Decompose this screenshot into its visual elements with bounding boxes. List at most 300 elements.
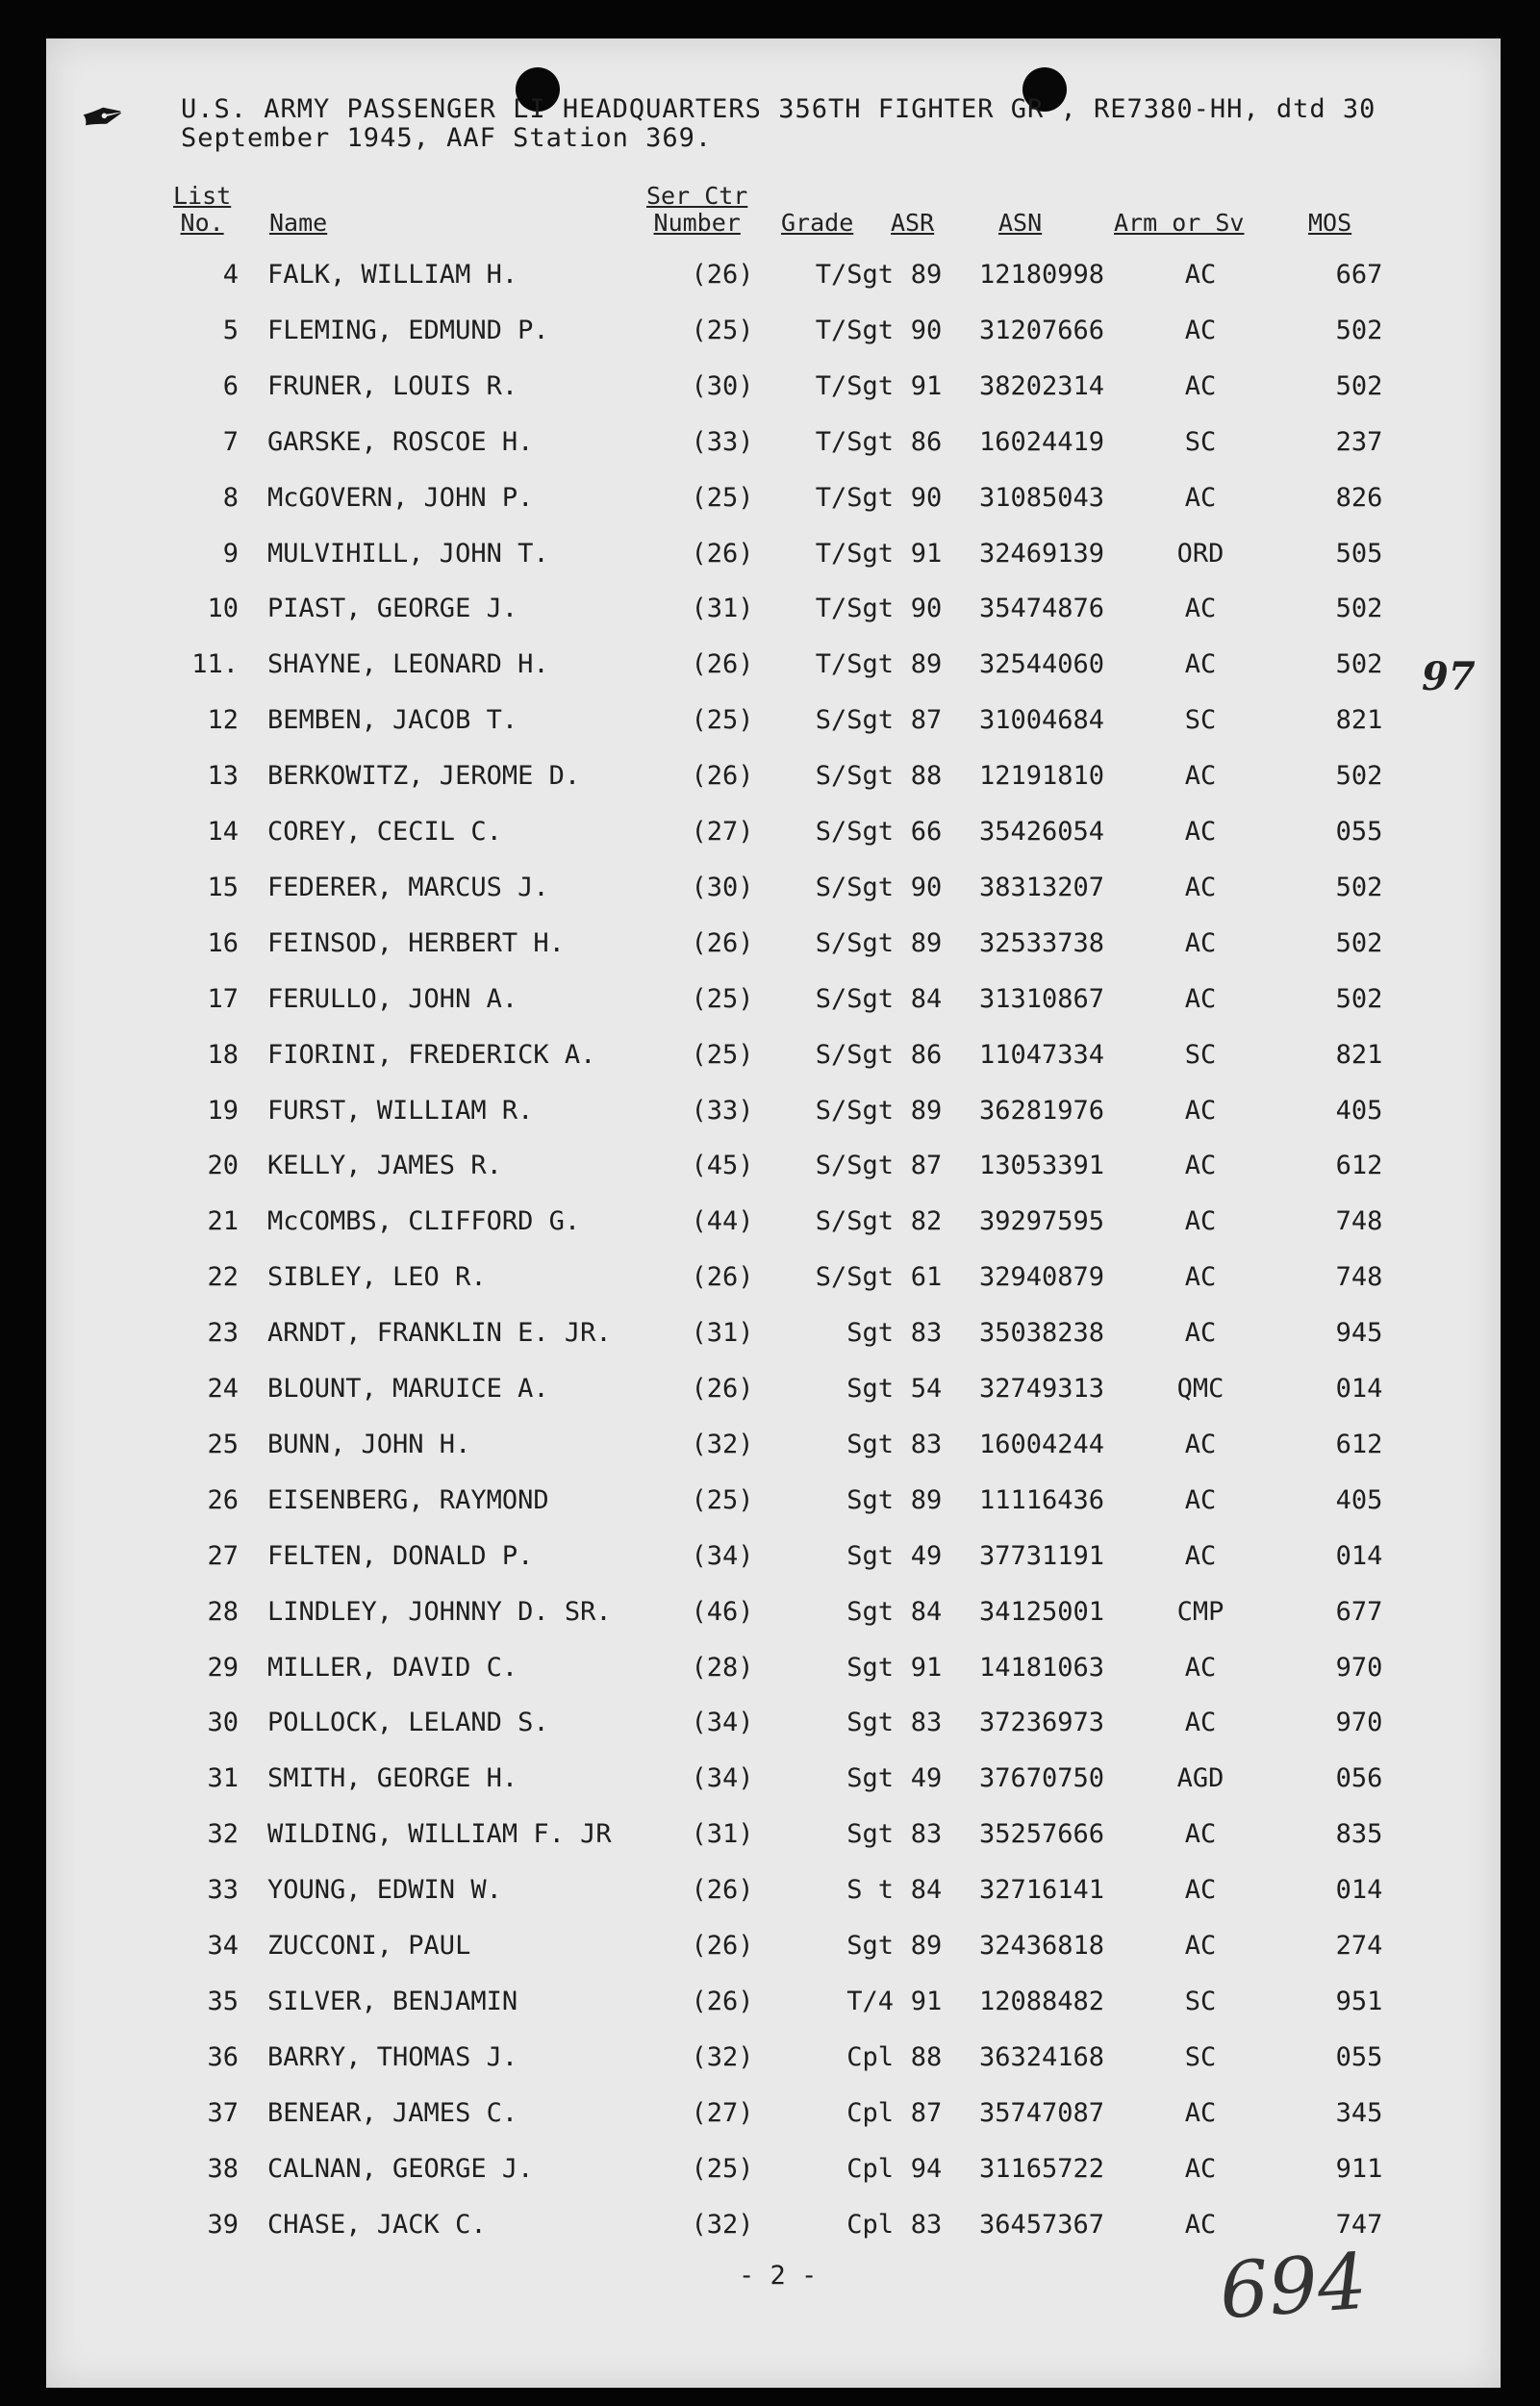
mos-code: 502 bbox=[1335, 315, 1383, 345]
list-number: 11. bbox=[191, 649, 239, 680]
table-row bbox=[46, 1096, 1501, 1134]
passenger-name: SIBLEY, LEO R. bbox=[267, 1262, 487, 1293]
grade: Sgt bbox=[846, 1931, 894, 1961]
service-center-number: (34) bbox=[691, 1708, 754, 1738]
list-number: 33 bbox=[207, 1875, 239, 1906]
service-center-number: (34) bbox=[691, 1540, 754, 1571]
table-row bbox=[46, 1763, 1501, 1802]
arm-or-service: AC bbox=[1184, 370, 1217, 401]
table-row bbox=[46, 1819, 1501, 1858]
table-row bbox=[46, 427, 1501, 466]
column-header-list-no: List No. bbox=[173, 182, 232, 237]
table-row bbox=[46, 928, 1501, 967]
asr-score: 86 bbox=[910, 1039, 943, 1070]
list-number: 37 bbox=[207, 2097, 239, 2128]
army-serial-number: 37236973 bbox=[978, 1708, 1105, 1738]
grade: Sgt bbox=[846, 1819, 894, 1850]
arm-or-service: AC bbox=[1184, 260, 1217, 290]
arm-or-service: AC bbox=[1184, 594, 1217, 624]
arm-or-service: AC bbox=[1184, 872, 1217, 902]
arm-or-service: AC bbox=[1184, 1540, 1217, 1571]
arm-or-service: AC bbox=[1184, 1875, 1217, 1906]
arm-or-service: AC bbox=[1184, 927, 1217, 958]
document-header-line-2: September 1945, AAF Station 369. bbox=[181, 123, 713, 153]
service-center-number: (33) bbox=[691, 426, 754, 457]
army-serial-number: 31004684 bbox=[978, 705, 1105, 736]
passenger-name: PIAST, GEORGE J. bbox=[267, 594, 518, 624]
grade: T/4 bbox=[846, 1986, 894, 2016]
grade: T/Sgt bbox=[815, 538, 894, 569]
list-number: 8 bbox=[222, 482, 239, 513]
service-center-number: (26) bbox=[691, 260, 754, 290]
army-serial-number: 36457367 bbox=[978, 2209, 1105, 2240]
arm-or-service: AC bbox=[1184, 983, 1217, 1014]
service-center-number: (26) bbox=[691, 761, 754, 792]
passenger-name: WILDING, WILLIAM F. JR bbox=[267, 1819, 612, 1850]
mos-code: 502 bbox=[1335, 649, 1383, 680]
army-serial-number: 35747087 bbox=[978, 2097, 1105, 2128]
army-serial-number: 32940879 bbox=[978, 1262, 1105, 1293]
army-serial-number: 34125001 bbox=[978, 1596, 1105, 1627]
mos-code: 405 bbox=[1335, 1484, 1383, 1515]
grade: Cpl bbox=[846, 2097, 894, 2128]
mos-code: 821 bbox=[1335, 705, 1383, 736]
list-number: 21 bbox=[207, 1206, 239, 1237]
mos-code: 014 bbox=[1335, 1374, 1383, 1404]
service-center-number: (25) bbox=[691, 482, 754, 513]
army-serial-number: 35474876 bbox=[978, 594, 1105, 624]
mos-code: 505 bbox=[1335, 538, 1383, 569]
service-center-number: (30) bbox=[691, 370, 754, 401]
grade: Sgt bbox=[846, 1540, 894, 1571]
asr-score: 84 bbox=[910, 1596, 943, 1627]
army-serial-number: 38313207 bbox=[978, 872, 1105, 902]
mos-code: 835 bbox=[1335, 1819, 1383, 1850]
list-number: 30 bbox=[207, 1708, 239, 1738]
table-row bbox=[46, 984, 1501, 1023]
arm-or-service: AC bbox=[1184, 1484, 1217, 1515]
asr-score: 61 bbox=[910, 1262, 943, 1293]
arm-or-service: AC bbox=[1184, 761, 1217, 792]
army-serial-number: 38202314 bbox=[978, 370, 1105, 401]
list-number: 31 bbox=[207, 1763, 239, 1794]
margin-note: 97 bbox=[1422, 654, 1476, 699]
list-number: 29 bbox=[207, 1652, 239, 1683]
arm-or-service: AC bbox=[1184, 1151, 1217, 1181]
arm-or-service: AC bbox=[1184, 1819, 1217, 1850]
service-center-number: (26) bbox=[691, 538, 754, 569]
army-serial-number: 31207666 bbox=[978, 315, 1105, 345]
list-number: 26 bbox=[207, 1484, 239, 1515]
list-number: 22 bbox=[207, 1262, 239, 1293]
mos-code: 748 bbox=[1335, 1206, 1383, 1237]
service-center-number: (26) bbox=[691, 1986, 754, 2016]
grade: S/Sgt bbox=[815, 927, 894, 958]
asr-score: 84 bbox=[910, 983, 943, 1014]
table-row bbox=[46, 705, 1501, 744]
asr-score: 83 bbox=[910, 1429, 943, 1459]
passenger-name: SILVER, BENJAMIN bbox=[267, 1986, 518, 2016]
army-serial-number: 35038238 bbox=[978, 1318, 1105, 1349]
asr-score: 89 bbox=[910, 260, 943, 290]
arm-or-service: AC bbox=[1184, 1095, 1217, 1126]
army-serial-number: 35257666 bbox=[978, 1819, 1105, 1850]
table-row bbox=[46, 483, 1501, 521]
list-number: 18 bbox=[207, 1039, 239, 1070]
table-row bbox=[46, 1597, 1501, 1635]
page-number: - 2 - bbox=[739, 2261, 818, 2291]
grade: T/Sgt bbox=[815, 594, 894, 624]
table-row bbox=[46, 1541, 1501, 1580]
mos-code: 014 bbox=[1335, 1875, 1383, 1906]
grade: Cpl bbox=[846, 2041, 894, 2072]
army-serial-number: 39297595 bbox=[978, 1206, 1105, 1237]
list-number: 15 bbox=[207, 872, 239, 902]
asr-score: 91 bbox=[910, 1652, 943, 1683]
service-center-number: (32) bbox=[691, 1429, 754, 1459]
army-serial-number: 13053391 bbox=[978, 1151, 1105, 1181]
list-number: 6 bbox=[222, 370, 239, 401]
arm-or-service: AC bbox=[1184, 1931, 1217, 1961]
ink-mark-icon: ✒ bbox=[74, 82, 133, 154]
table-row bbox=[46, 1430, 1501, 1468]
service-center-number: (25) bbox=[691, 2153, 754, 2184]
service-center-number: (27) bbox=[691, 817, 754, 847]
column-header-ser-ctr: Ser Ctr Number bbox=[646, 182, 748, 237]
passenger-name: FIORINI, FREDERICK A. bbox=[267, 1039, 596, 1070]
asr-score: 83 bbox=[910, 1819, 943, 1850]
list-number: 7 bbox=[222, 426, 239, 457]
table-row bbox=[46, 1485, 1501, 1524]
grade: T/Sgt bbox=[815, 315, 894, 345]
army-serial-number: 11116436 bbox=[978, 1484, 1105, 1515]
table-row bbox=[46, 1708, 1501, 1746]
table-row bbox=[46, 594, 1501, 632]
asr-score: 88 bbox=[910, 2041, 943, 2072]
passenger-name: FLEMING, EDMUND P. bbox=[267, 315, 549, 345]
army-serial-number: 37731191 bbox=[978, 1540, 1105, 1571]
arm-or-service: AC bbox=[1184, 817, 1217, 847]
list-number: 32 bbox=[207, 1819, 239, 1850]
army-serial-number: 31310867 bbox=[978, 983, 1105, 1014]
passenger-name: FEDERER, MARCUS J. bbox=[267, 872, 549, 902]
army-serial-number: 12191810 bbox=[978, 761, 1105, 792]
passenger-name: McGOVERN, JOHN P. bbox=[267, 482, 534, 513]
passenger-name: BARRY, THOMAS J. bbox=[267, 2041, 518, 2072]
service-center-number: (46) bbox=[691, 1596, 754, 1627]
table-row bbox=[46, 1040, 1501, 1078]
arm-or-service: AC bbox=[1184, 1652, 1217, 1683]
list-number: 23 bbox=[207, 1318, 239, 1349]
list-number: 16 bbox=[207, 927, 239, 958]
list-number: 20 bbox=[207, 1151, 239, 1181]
asr-score: 82 bbox=[910, 1206, 943, 1237]
passenger-name: GARSKE, ROSCOE H. bbox=[267, 426, 534, 457]
passenger-name: KELLY, JAMES R. bbox=[267, 1151, 502, 1181]
asr-score: 49 bbox=[910, 1763, 943, 1794]
asr-score: 91 bbox=[910, 370, 943, 401]
service-center-number: (34) bbox=[691, 1763, 754, 1794]
arm-or-service: AGD bbox=[1176, 1763, 1224, 1794]
passenger-name: BEMBEN, JACOB T. bbox=[267, 705, 518, 736]
grade: S/Sgt bbox=[815, 817, 894, 847]
army-serial-number: 11047334 bbox=[978, 1039, 1105, 1070]
mos-code: 677 bbox=[1335, 1596, 1383, 1627]
asr-score: 90 bbox=[910, 594, 943, 624]
list-number: 4 bbox=[222, 260, 239, 290]
asr-score: 87 bbox=[910, 705, 943, 736]
service-center-number: (44) bbox=[691, 1206, 754, 1237]
service-center-number: (26) bbox=[691, 1262, 754, 1293]
asr-score: 91 bbox=[910, 1986, 943, 2016]
table-row bbox=[46, 539, 1501, 577]
army-serial-number: 16024419 bbox=[978, 426, 1105, 457]
list-number: 13 bbox=[207, 761, 239, 792]
army-serial-number: 36281976 bbox=[978, 1095, 1105, 1126]
army-serial-number: 31085043 bbox=[978, 482, 1105, 513]
arm-or-service: AC bbox=[1184, 1262, 1217, 1293]
table-row bbox=[46, 1875, 1501, 1913]
passenger-name: YOUNG, EDWIN W. bbox=[267, 1875, 502, 1906]
asr-score: 89 bbox=[910, 927, 943, 958]
mos-code: 951 bbox=[1335, 1986, 1383, 2016]
grade: S/Sgt bbox=[815, 1151, 894, 1181]
arm-or-service: SC bbox=[1184, 2041, 1217, 2072]
grade: Sgt bbox=[846, 1763, 894, 1794]
column-header-grade: Grade bbox=[781, 209, 854, 237]
service-center-number: (26) bbox=[691, 1931, 754, 1961]
grade: Sgt bbox=[846, 1708, 894, 1738]
army-serial-number: 32544060 bbox=[978, 649, 1105, 680]
army-serial-number: 31165722 bbox=[978, 2153, 1105, 2184]
asr-score: 91 bbox=[910, 538, 943, 569]
list-number: 35 bbox=[207, 1986, 239, 2016]
grade: S/Sgt bbox=[815, 983, 894, 1014]
list-number: 36 bbox=[207, 2041, 239, 2072]
asr-score: 90 bbox=[910, 872, 943, 902]
passenger-name: ARNDT, FRANKLIN E. JR. bbox=[267, 1318, 612, 1349]
service-center-number: (33) bbox=[691, 1095, 754, 1126]
service-center-number: (32) bbox=[691, 2041, 754, 2072]
mos-code: 612 bbox=[1335, 1429, 1383, 1459]
asr-score: 89 bbox=[910, 1484, 943, 1515]
table-row bbox=[46, 316, 1501, 354]
grade: S/Sgt bbox=[815, 761, 894, 792]
table-row bbox=[46, 817, 1501, 855]
document-page bbox=[46, 38, 1501, 2388]
mos-code: 502 bbox=[1335, 983, 1383, 1014]
grade: Sgt bbox=[846, 1318, 894, 1349]
passenger-name: MULVIHILL, JOHN T. bbox=[267, 538, 549, 569]
passenger-name: BUNN, JOHN H. bbox=[267, 1429, 471, 1459]
mos-code: 274 bbox=[1335, 1931, 1383, 1961]
list-number: 28 bbox=[207, 1596, 239, 1627]
passenger-name: COREY, CECIL C. bbox=[267, 817, 502, 847]
table-row bbox=[46, 1987, 1501, 2025]
mos-code: 748 bbox=[1335, 1262, 1383, 1293]
grade: Sgt bbox=[846, 1652, 894, 1683]
grade: S t bbox=[846, 1875, 894, 1906]
mos-code: 826 bbox=[1335, 482, 1383, 513]
service-center-number: (25) bbox=[691, 1484, 754, 1515]
service-center-number: (31) bbox=[691, 594, 754, 624]
arm-or-service: AC bbox=[1184, 2209, 1217, 2240]
grade: T/Sgt bbox=[815, 426, 894, 457]
mos-code: 502 bbox=[1335, 872, 1383, 902]
table-row bbox=[46, 2154, 1501, 2192]
grade: T/Sgt bbox=[815, 649, 894, 680]
army-serial-number: 32533738 bbox=[978, 927, 1105, 958]
asr-score: 84 bbox=[910, 1875, 943, 1906]
army-serial-number: 35426054 bbox=[978, 817, 1105, 847]
arm-or-service: CMP bbox=[1176, 1596, 1224, 1627]
service-center-number: (25) bbox=[691, 1039, 754, 1070]
column-header-name: Name bbox=[269, 209, 328, 237]
arm-or-service: AC bbox=[1184, 1429, 1217, 1459]
list-number: 5 bbox=[222, 315, 239, 345]
mos-code: 237 bbox=[1335, 426, 1383, 457]
column-header-arm-or-sv: Arm or Sv bbox=[1114, 209, 1245, 237]
passenger-name: LINDLEY, JOHNNY D. SR. bbox=[267, 1596, 612, 1627]
table-row bbox=[46, 2042, 1501, 2081]
grade: Sgt bbox=[846, 1484, 894, 1515]
list-number: 34 bbox=[207, 1931, 239, 1961]
army-serial-number: 32436818 bbox=[978, 1931, 1105, 1961]
service-center-number: (31) bbox=[691, 1819, 754, 1850]
table-row bbox=[46, 1151, 1501, 1189]
passenger-name: FALK, WILLIAM H. bbox=[267, 260, 518, 290]
asr-score: 89 bbox=[910, 1931, 943, 1961]
army-serial-number: 16004244 bbox=[978, 1429, 1105, 1459]
grade: T/Sgt bbox=[815, 260, 894, 290]
grade: T/Sgt bbox=[815, 482, 894, 513]
army-serial-number: 14181063 bbox=[978, 1652, 1105, 1683]
column-header-asn: ASN bbox=[998, 209, 1043, 237]
arm-or-service: QMC bbox=[1176, 1374, 1224, 1404]
mos-code: 970 bbox=[1335, 1652, 1383, 1683]
mos-code: 055 bbox=[1335, 817, 1383, 847]
mos-code: 502 bbox=[1335, 927, 1383, 958]
army-serial-number: 12088482 bbox=[978, 1986, 1105, 2016]
mos-code: 502 bbox=[1335, 370, 1383, 401]
service-center-number: (25) bbox=[691, 983, 754, 1014]
mos-code: 056 bbox=[1335, 1763, 1383, 1794]
mos-code: 747 bbox=[1335, 2209, 1383, 2240]
asr-score: 87 bbox=[910, 2097, 943, 2128]
mos-code: 014 bbox=[1335, 1540, 1383, 1571]
service-center-number: (26) bbox=[691, 927, 754, 958]
table-row bbox=[46, 1931, 1501, 1969]
asr-score: 86 bbox=[910, 426, 943, 457]
list-number: 25 bbox=[207, 1429, 239, 1459]
passenger-name: SHAYNE, LEONARD H. bbox=[267, 649, 549, 680]
list-number: 19 bbox=[207, 1095, 239, 1126]
mos-code: 821 bbox=[1335, 1039, 1383, 1070]
list-number: 27 bbox=[207, 1540, 239, 1571]
arm-or-service: SC bbox=[1184, 426, 1217, 457]
asr-score: 83 bbox=[910, 1708, 943, 1738]
passenger-name: BENEAR, JAMES C. bbox=[267, 2097, 518, 2128]
service-center-number: (26) bbox=[691, 1875, 754, 1906]
table-row bbox=[46, 260, 1501, 298]
passenger-name: FURST, WILLIAM R. bbox=[267, 1095, 534, 1126]
asr-score: 90 bbox=[910, 482, 943, 513]
asr-score: 90 bbox=[910, 315, 943, 345]
grade: S/Sgt bbox=[815, 705, 894, 736]
table-row bbox=[46, 1374, 1501, 1412]
grade: T/Sgt bbox=[815, 370, 894, 401]
mos-code: 970 bbox=[1335, 1708, 1383, 1738]
passenger-name: EISENBERG, RAYMOND bbox=[267, 1484, 549, 1515]
grade: S/Sgt bbox=[815, 1206, 894, 1237]
service-center-number: (25) bbox=[691, 705, 754, 736]
grade: S/Sgt bbox=[815, 872, 894, 902]
army-serial-number: 32749313 bbox=[978, 1374, 1105, 1404]
passenger-name: SMITH, GEORGE H. bbox=[267, 1763, 518, 1794]
mos-code: 502 bbox=[1335, 761, 1383, 792]
arm-or-service: AC bbox=[1184, 482, 1217, 513]
arm-or-service: ORD bbox=[1176, 538, 1224, 569]
service-center-number: (26) bbox=[691, 1374, 754, 1404]
list-number: 24 bbox=[207, 1374, 239, 1404]
list-number: 9 bbox=[222, 538, 239, 569]
document-header-line-1: U.S. ARMY PASSENGER LI HEADQUARTERS 356TH FIGHTER GR , RE7380-HH, dtd 30 bbox=[181, 94, 1376, 124]
passenger-name: BLOUNT, MARUICE A. bbox=[267, 1374, 549, 1404]
table-row bbox=[46, 1653, 1501, 1691]
list-number: 17 bbox=[207, 983, 239, 1014]
passenger-name: MILLER, DAVID C. bbox=[267, 1652, 518, 1683]
passenger-name: CHASE, JACK C. bbox=[267, 2209, 487, 2240]
passenger-name: BERKOWITZ, JEROME D. bbox=[267, 761, 581, 792]
grade: Sgt bbox=[846, 1596, 894, 1627]
arm-or-service: AC bbox=[1184, 1318, 1217, 1349]
grade: S/Sgt bbox=[815, 1262, 894, 1293]
passenger-name: FELTEN, DONALD P. bbox=[267, 1540, 534, 1571]
army-serial-number: 32469139 bbox=[978, 538, 1105, 569]
asr-score: 88 bbox=[910, 761, 943, 792]
grade: S/Sgt bbox=[815, 1039, 894, 1070]
arm-or-service: AC bbox=[1184, 2153, 1217, 2184]
table-row bbox=[46, 2098, 1501, 2137]
arm-or-service: AC bbox=[1184, 1708, 1217, 1738]
arm-or-service: AC bbox=[1184, 649, 1217, 680]
arm-or-service: SC bbox=[1184, 705, 1217, 736]
asr-score: 49 bbox=[910, 1540, 943, 1571]
passenger-name: POLLOCK, LELAND S. bbox=[267, 1708, 549, 1738]
table-row bbox=[46, 371, 1501, 410]
passenger-name: FERULLO, JOHN A. bbox=[267, 983, 518, 1014]
mos-code: 502 bbox=[1335, 594, 1383, 624]
arm-or-service: AC bbox=[1184, 2097, 1217, 2128]
service-center-number: (31) bbox=[691, 1318, 754, 1349]
table-row bbox=[46, 873, 1501, 911]
grade: Sgt bbox=[846, 1374, 894, 1404]
list-number: 39 bbox=[207, 2209, 239, 2240]
army-serial-number: 36324168 bbox=[978, 2041, 1105, 2072]
arm-or-service: SC bbox=[1184, 1986, 1217, 2016]
table-row bbox=[46, 761, 1501, 799]
asr-score: 89 bbox=[910, 649, 943, 680]
handwritten-number: 694 bbox=[1216, 2236, 1370, 2337]
grade: S/Sgt bbox=[815, 1095, 894, 1126]
table-row bbox=[46, 649, 1501, 688]
service-center-number: (26) bbox=[691, 649, 754, 680]
service-center-number: (32) bbox=[691, 2209, 754, 2240]
mos-code: 911 bbox=[1335, 2153, 1383, 2184]
arm-or-service: AC bbox=[1184, 1206, 1217, 1237]
passenger-name: ZUCCONI, PAUL bbox=[267, 1931, 471, 1961]
list-number: 14 bbox=[207, 817, 239, 847]
